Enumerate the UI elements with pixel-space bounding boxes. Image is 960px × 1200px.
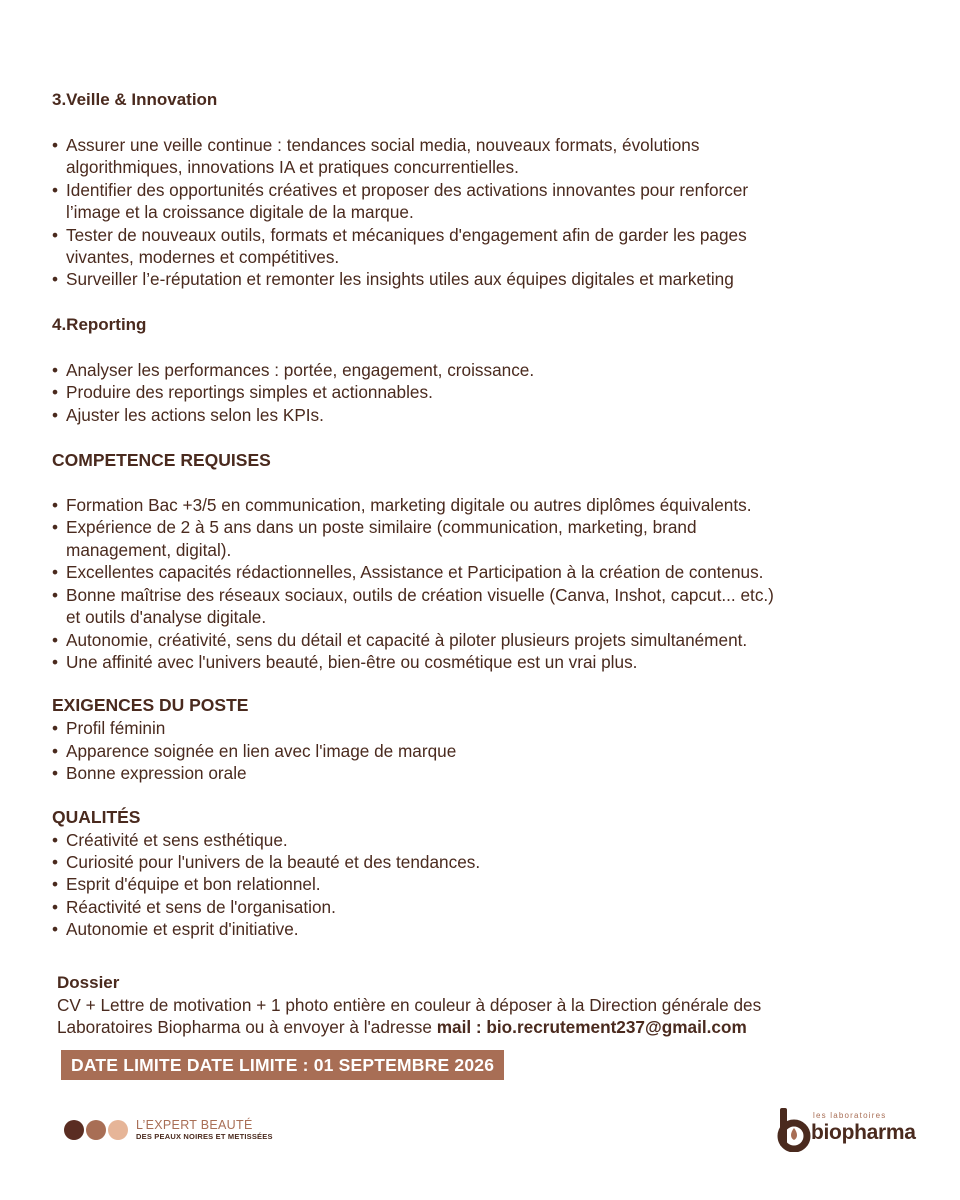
dossier-line-1: CV + Lettre de motivation + 1 photo entière en couleur à déposer à la Direction générale des xyxy=(57,995,762,1015)
reporting-list xyxy=(52,359,922,426)
list-item-line: Créativité et sens esthétique. xyxy=(66,829,288,850)
list-item xyxy=(52,404,922,426)
list-item xyxy=(52,561,922,583)
list-item-line: Produire des reportings simples et actionnables. xyxy=(66,382,433,403)
bullet-dot: • xyxy=(52,763,59,784)
list-item-line: Une affinité avec l'univers beauté, bien-être ou cosmétique est un vrai plus. xyxy=(66,651,638,672)
list-item xyxy=(52,359,922,381)
list-item-line: vivantes, modernes et compétitives. xyxy=(66,247,340,268)
bullet-dot: • xyxy=(52,562,59,583)
list-item xyxy=(52,268,922,290)
list-item-line: Réactivité et sens de l'organisation. xyxy=(66,896,336,917)
list-item xyxy=(52,381,922,403)
list-item-line: Formation Bac +3/5 en communication, marketing digitale ou autres diplômes équivalents. xyxy=(66,495,752,516)
list-item xyxy=(52,762,922,784)
competences-list xyxy=(52,494,922,673)
list-item xyxy=(52,494,922,516)
list-item-line: Autonomie et esprit d'initiative. xyxy=(66,919,299,940)
bullet-dot: • xyxy=(52,740,59,761)
section-title-competences: COMPETENCE REQUISES xyxy=(52,450,271,471)
mail-label: mail : xyxy=(436,1017,487,1038)
qualites-list xyxy=(52,829,922,941)
email-link[interactable]: bio.recrutement237@gmail.com xyxy=(486,1017,747,1038)
dossier-block xyxy=(57,972,937,1039)
list-item-line: Apparence soignée en lien avec l'image de marque xyxy=(66,740,457,761)
list-item xyxy=(52,717,922,739)
list-item-line: Bonne maîtrise des réseaux sociaux, outils de création visuelle (Canva, Inshot, capcut... etc.) xyxy=(66,584,774,605)
bullet-dot: • xyxy=(52,517,59,538)
list-item xyxy=(52,584,922,629)
section-title-exigences: EXIGENCES DU POSTE xyxy=(52,695,249,716)
veille-list xyxy=(52,134,922,291)
bullet-dot: • xyxy=(52,135,59,155)
list-item-line: Autonomie, créativité, sens du détail et capacité à piloter plusieurs projets simultanément. xyxy=(66,629,748,650)
list-item xyxy=(52,918,922,940)
bullet-dot: • xyxy=(52,224,59,245)
tagline-line-2: DES PEAUX NOIRES ET METISSÉES xyxy=(136,1132,273,1141)
brand-circle-light xyxy=(108,1120,128,1140)
list-item xyxy=(52,516,922,561)
section-title-reporting: 4.Reporting xyxy=(52,314,147,334)
list-item-line: Curiosité pour l'univers de la beauté et des tendances. xyxy=(66,851,481,872)
list-item xyxy=(52,134,922,179)
bullet-dot: • xyxy=(52,359,59,380)
list-item-line: algorithmiques, innovations IA et pratiques concurrentielles. xyxy=(66,157,519,178)
bullet-dot: • xyxy=(52,651,59,672)
brand-circle-dark xyxy=(64,1120,84,1140)
list-item-line: management, digital). xyxy=(66,539,232,560)
logo-small-text: les laboratoires xyxy=(813,1111,887,1120)
bullet-dot: • xyxy=(52,629,59,650)
exigences-list xyxy=(52,717,922,784)
deadline-banner: DATE LIMITE DATE LIMITE : 01 SEPTEMBRE 2026 xyxy=(61,1050,504,1080)
list-item xyxy=(52,851,922,873)
bullet-dot: • xyxy=(52,179,59,200)
list-item xyxy=(52,651,922,673)
bullet-dot: • xyxy=(52,584,59,605)
biopharma-b-icon xyxy=(776,1106,812,1152)
list-item xyxy=(52,829,922,851)
bullet-dot: • xyxy=(52,851,59,872)
list-item-line: Identifier des opportunités créatives et proposer des activations innovantes pour renforcer xyxy=(66,179,749,200)
list-item xyxy=(52,740,922,762)
bullet-dot: • xyxy=(52,495,59,516)
list-item-line: Analyser les performances : portée, engagement, croissance. xyxy=(66,359,535,380)
section-title-qualites: QUALITÉS xyxy=(52,806,141,827)
dossier-line-2 xyxy=(57,1016,937,1038)
list-item-line: l’image et la croissance digitale de la marque. xyxy=(66,202,414,223)
dossier-title: Dossier xyxy=(57,973,120,992)
job-description xyxy=(52,88,922,941)
tagline-logo xyxy=(64,1118,273,1142)
list-item-line: Tester de nouveaux outils, formats et mécaniques d'engagement afin de garder les pages xyxy=(66,224,747,245)
list-item-line: Ajuster les actions selon les KPIs. xyxy=(66,404,324,425)
dossier-line-2-text: Laboratoires Biopharma ou à envoyer à l'adresse xyxy=(57,1017,437,1038)
bullet-dot: • xyxy=(52,718,59,739)
dossier-text xyxy=(57,994,937,1039)
list-item-line: Excellentes capacités rédactionnelles, Assistance et Participation à la création de contenus. xyxy=(66,562,764,583)
list-item xyxy=(52,896,922,918)
bullet-dot: • xyxy=(52,829,59,850)
section-title-veille: 3.Veille & Innovation xyxy=(52,90,218,109)
logo-name: biopharma xyxy=(811,1121,916,1144)
bullet-dot: • xyxy=(52,874,59,895)
biopharma-logo xyxy=(776,1106,926,1152)
list-item-line: Bonne expression orale xyxy=(66,763,247,784)
brand-circle-medium xyxy=(86,1120,106,1140)
tagline-line-1: L’EXPERT BEAUTÉ xyxy=(136,1118,253,1132)
list-item xyxy=(52,873,922,895)
list-item-line: Assurer une veille continue : tendances social media, nouveaux formats, évolutions xyxy=(66,135,700,155)
list-item-line: Expérience de 2 à 5 ans dans un poste similaire (communication, marketing, brand xyxy=(66,517,697,538)
bullet-dot: • xyxy=(52,382,59,403)
list-item-line: Profil féminin xyxy=(66,718,166,739)
tagline xyxy=(136,1118,273,1142)
list-item xyxy=(52,179,922,224)
list-item-line: et outils d'analyse digitale. xyxy=(66,607,267,628)
list-item xyxy=(52,224,922,269)
bullet-dot: • xyxy=(52,919,59,940)
bullet-dot: • xyxy=(52,269,59,290)
bullet-dot: • xyxy=(52,404,59,425)
list-item xyxy=(52,629,922,651)
bullet-dot: • xyxy=(52,896,59,917)
list-item-line: Esprit d'équipe et bon relationnel. xyxy=(66,874,321,895)
list-item-line: Surveiller l’e-réputation et remonter les insights utiles aux équipes digitales et marketing xyxy=(66,269,734,290)
